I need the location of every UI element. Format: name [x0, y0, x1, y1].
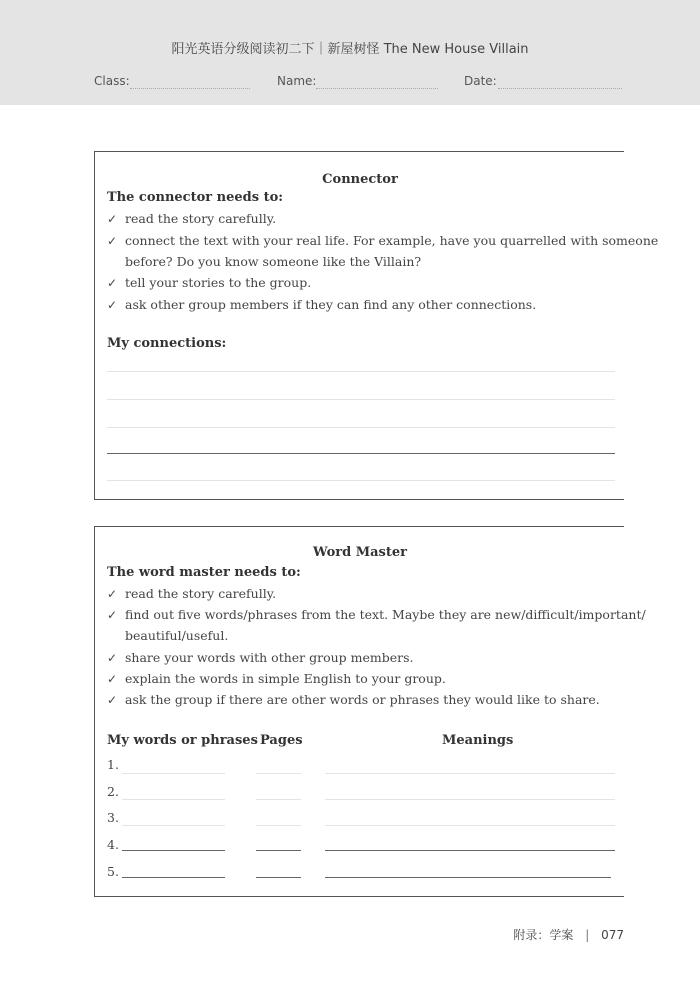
date-label: Date: — [464, 74, 497, 88]
word-master-task: ✓ find out five words/phrases from the text. Maybe they are new/difficult/important/ — [107, 607, 646, 622]
class-label: Class: — [94, 74, 130, 88]
meaning-field[interactable] — [325, 825, 615, 826]
word-master-task: ✓ share your words with other group members. — [107, 650, 414, 665]
name-line — [316, 88, 438, 89]
word-field[interactable] — [122, 799, 225, 800]
page-header — [0, 0, 700, 105]
word-field[interactable] — [122, 825, 225, 826]
page-field[interactable] — [256, 877, 301, 878]
word-master-title: Word Master — [313, 545, 407, 560]
check-icon: ✓ — [107, 608, 118, 622]
footer-divider: | — [585, 928, 590, 942]
meaning-field[interactable] — [325, 799, 615, 800]
check-icon: ✓ — [107, 298, 118, 312]
class-line — [130, 88, 250, 89]
page-footer — [513, 926, 624, 943]
writing-line[interactable] — [107, 480, 615, 481]
word-field[interactable] — [122, 877, 225, 878]
page-field[interactable] — [256, 825, 301, 826]
page-field[interactable] — [256, 799, 301, 800]
writing-line[interactable] — [107, 453, 615, 454]
writing-line[interactable] — [107, 427, 615, 428]
word-master-task: ✓ explain the words in simple English to your group. — [107, 671, 446, 686]
meaning-field[interactable] — [325, 877, 611, 878]
word-master-task: ✓ ask the group if there are other words or phrases they would like to share. — [107, 692, 600, 707]
word-field[interactable] — [122, 850, 225, 851]
row-number: 1. — [107, 757, 119, 772]
row-number: 3. — [107, 810, 119, 825]
connector-task: ✓ tell your stories to the group. — [107, 275, 312, 290]
meaning-field[interactable] — [325, 773, 615, 774]
meanings-column-header: Meanings — [442, 733, 514, 748]
page-field[interactable] — [256, 773, 301, 774]
check-icon: ✓ — [107, 212, 118, 226]
connector-task-continuation: before? Do you know someone like the Villain? — [125, 254, 422, 269]
check-icon: ✓ — [107, 234, 118, 248]
row-number: 5. — [107, 864, 119, 879]
word-master-needs-heading: The word master needs to: — [107, 565, 301, 580]
connector-needs-heading: The connector needs to: — [107, 190, 284, 205]
row-number: 2. — [107, 784, 119, 799]
word-master-task-continuation: beautiful/useful. — [125, 628, 229, 643]
word-field[interactable] — [122, 773, 225, 774]
check-icon: ✓ — [107, 276, 118, 290]
connector-box — [94, 151, 659, 500]
check-icon: ✓ — [107, 651, 118, 665]
my-connections-heading: My connections: — [107, 336, 227, 351]
name-label: Name: — [277, 74, 317, 88]
connector-title: Connector — [322, 172, 398, 187]
connector-task: ✓ read the story carefully. — [107, 211, 277, 226]
book-title: 阳光英语分级阅读初二下｜新屋树怪 The New House Villain — [171, 42, 529, 57]
word-master-box — [94, 526, 646, 897]
page-field[interactable] — [256, 850, 301, 851]
word-master-task: ✓ read the story carefully. — [107, 586, 277, 601]
writing-line[interactable] — [107, 371, 615, 372]
check-icon: ✓ — [107, 693, 118, 707]
check-icon: ✓ — [107, 672, 118, 686]
connector-task: ✓ connect the text with your real life. For example, have you quarrelled with someone — [107, 233, 659, 248]
connector-task: ✓ ask other group members if they can find any other connections. — [107, 297, 537, 312]
row-number: 4. — [107, 837, 119, 852]
words-column-header: My words or phrases — [107, 733, 258, 748]
page-number: 077 — [601, 928, 624, 942]
pages-column-header: Pages — [260, 733, 303, 748]
footer-section: 附录：学案 — [513, 928, 574, 942]
date-line — [498, 88, 622, 89]
writing-line[interactable] — [107, 399, 615, 400]
check-icon: ✓ — [107, 587, 118, 601]
meaning-field[interactable] — [325, 850, 615, 851]
